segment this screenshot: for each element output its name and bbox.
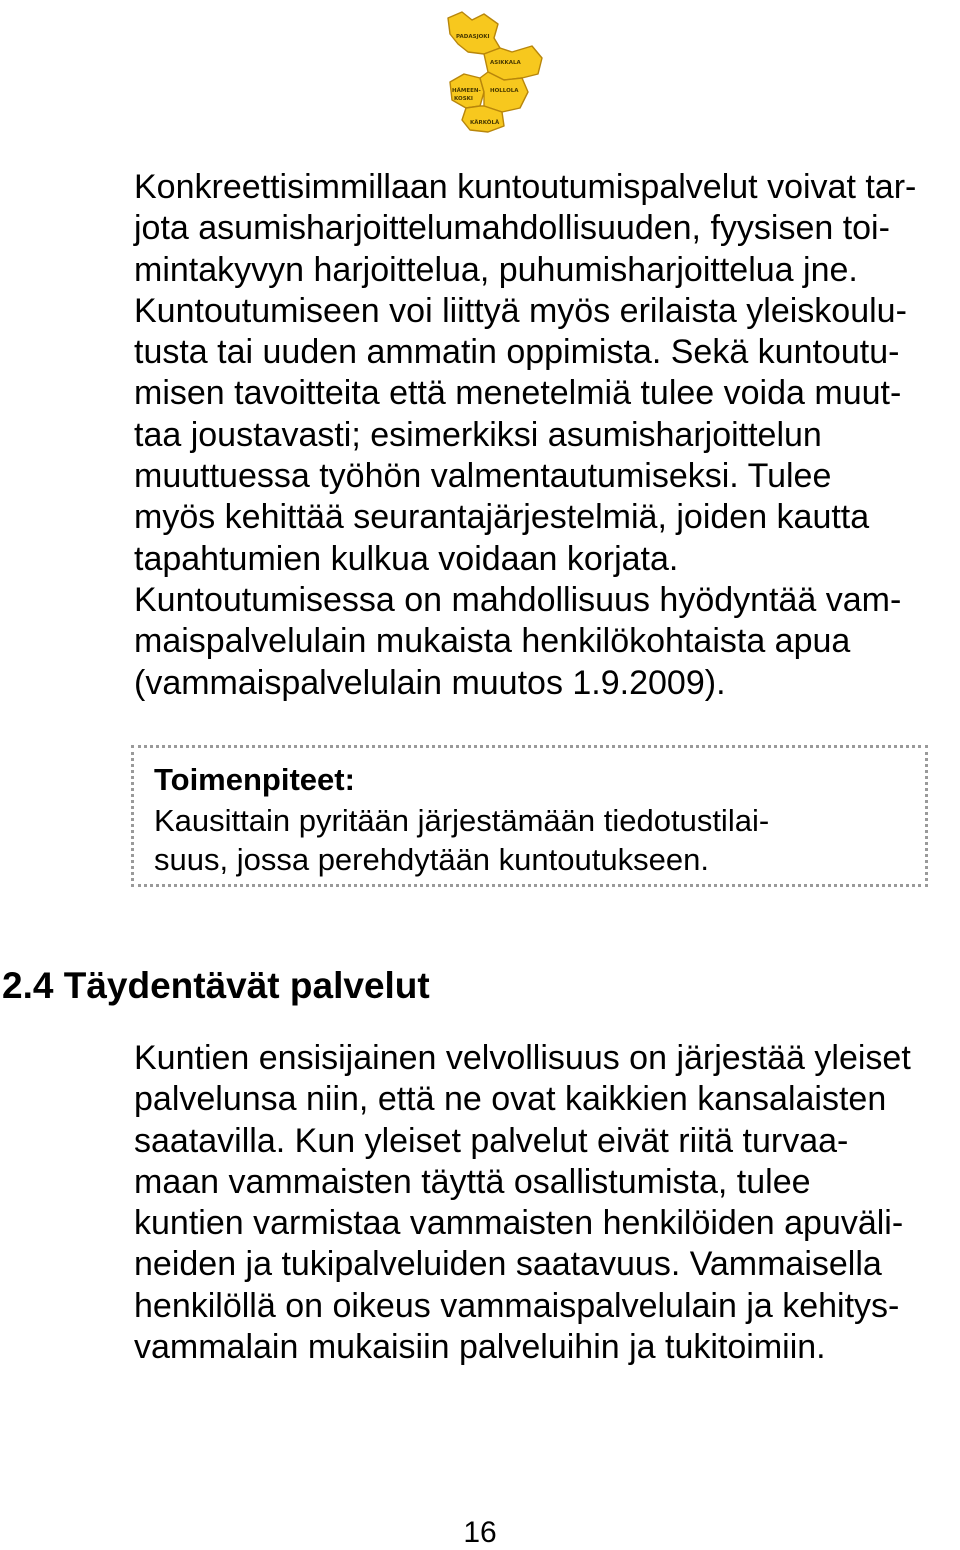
- map-label-padasjoki: PADASJOKI: [456, 34, 490, 40]
- paragraph-line: maispalvelulain mukaista henkilökohtaista apua: [134, 622, 851, 661]
- paragraph-line: myös kehittää seurantajärjestelmiä, joiden kautta: [134, 498, 870, 537]
- measures-line: suus, jossa perehdytään kuntoutukseen.: [154, 842, 709, 877]
- measures-text: [154, 801, 769, 879]
- complementary-services-paragraph: [134, 1038, 911, 1368]
- map-label-hollola: HOLLOLA: [490, 88, 519, 94]
- paragraph-line: henkilöllä on oikeus vammaispalvelulain ja kehitys-: [134, 1286, 900, 1325]
- paragraph-line: neiden ja tukipalveluiden saatavuus. Vammaisella: [134, 1245, 882, 1284]
- paragraph-line: mintakyvyn harjoittelua, puhumisharjoittelua jne.: [134, 250, 858, 289]
- map-label-karkola: KÄRKÖLÄ: [470, 120, 500, 126]
- paragraph-line: Konkreettisimmillaan kuntoutumispalvelut voivat tar-: [134, 168, 917, 206]
- paragraph-line: saatavilla. Kun yleiset palvelut eivät riitä turvaa-: [134, 1121, 849, 1160]
- paragraph-line: Kuntoutumisessa on mahdollisuus hyödyntää vam-: [134, 580, 902, 619]
- paragraph-line: tusta tai uuden ammatin oppimista. Sekä kuntoutu-: [134, 333, 900, 372]
- section-heading: 2.4 Täydentävät palvelut: [2, 965, 430, 1006]
- map-label-asikkala: ASIKKALA: [490, 60, 521, 66]
- map-label-hameenkoski-1: HÄMEEN-: [452, 88, 481, 94]
- measures-line: Kausittain pyritään järjestämään tiedotustilai-: [154, 803, 770, 838]
- rehabilitation-paragraph: [134, 167, 916, 704]
- paragraph-line: misen tavoitteita että menetelmiä tulee voida muut-: [134, 374, 902, 413]
- paragraph-line: muuttuessa työhön valmentautumiseksi. Tulee: [134, 457, 832, 496]
- paragraph-line: taa joustavasti; esimerkiksi asumisharjoittelun: [134, 415, 822, 454]
- paragraph-line: jota asumisharjoittelumahdollisuuden, fyysisen toi-: [134, 209, 890, 248]
- paragraph-line: (vammaispalvelulain muutos 1.9.2009).: [134, 663, 726, 702]
- paragraph-line: tapahtumien kulkua voidaan korjata.: [134, 539, 679, 578]
- page-number: 16: [463, 1516, 497, 1549]
- measures-heading: Toimenpiteet:: [154, 762, 355, 797]
- paragraph-line: palvelunsa niin, että ne ovat kaikkien kansalaisten: [134, 1080, 887, 1119]
- paragraph-line: maan vammaisten täyttä osallistumista, tulee: [134, 1162, 811, 1201]
- map-region-karkola: [462, 106, 504, 132]
- paragraph-line: kuntien varmistaa vammaisten henkilöiden apuväli-: [134, 1204, 904, 1243]
- measures-box: [131, 745, 928, 887]
- region-map-logo: [440, 8, 548, 134]
- paragraph-line: Kuntoutumiseen voi liittyä myös erilaista yleiskoulu-: [134, 291, 907, 330]
- map-region-padasjoki: [448, 12, 500, 54]
- paragraph-line: vammalain mukaisiin palveluihin ja tukitoimiin.: [134, 1328, 826, 1367]
- map-label-hameenkoski-2: KOSKI: [454, 96, 473, 102]
- paragraph-line: Kuntien ensisijainen velvollisuus on järjestää yleiset: [134, 1039, 911, 1077]
